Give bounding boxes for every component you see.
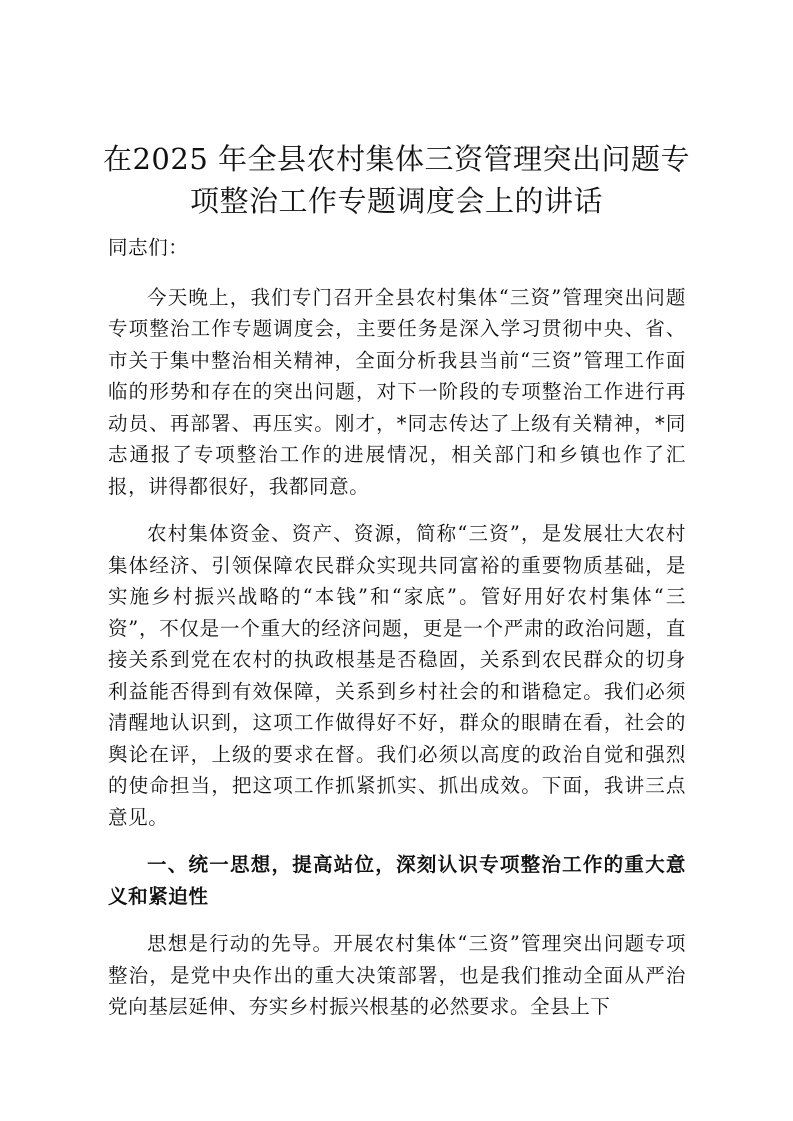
paragraph-3: 思想是行动的先导。开展农村集体“三资”管理突出问题专项整治，是党中央作出的重大决策部署，也是我们推动全面从严治党向基层延伸、夯实乡村振兴根基的必然要求。全县上下 <box>108 932 686 1018</box>
paragraph-2: 农村集体资金、资产、资源，简称“三资”，是发展壮大农村集体经济、引领保障农民群众实现共同富裕的重要物质基础，是实施乡村振兴战略的“本钱”和“家底”。管好用好农村集体“三资”，不仅是一个重大的经济问题，更是一个严肃的政治问题，直接关系到党在农村的执政根基是否稳固，关系到农民群众的切身利益能否得到有效保障，关系到乡村社会的和谐稳定。我们必须清醒地认识到，这项工作做得好不好，群众的眼睛在看，社会的舆论在评，上级的要求在督。我们必须以高度的政治自觉和强烈的使命担当，把这项工作抓紧抓实、抓出成效。下面，我讲三点意见。 <box>108 522 686 829</box>
section-heading-1: 一、统一思想，提高站位，深刻认识专项整治工作的重大意义和紧迫性 <box>108 853 686 908</box>
paragraph-1: 今天晚上，我们专门召开全县农村集体“三资”管理突出问题专项整治工作专题调度会，主要任务是深入学习贯彻中央、省、市关于集中整治相关精神，全面分析我县当前“三资”管理工作面临的形势和存在的突出问题，对下一阶段的专项整治工作进行再动员、再部署、再压实。刚才，*同志传达了上级有关精神，*同志通报了专项整治工作的进展情况，相关部门和乡镇也作了汇报，讲得都很好，我都同意。 <box>108 285 686 498</box>
title-line-1: 在2025 年全县农村集体三资管理突出问题专 <box>102 142 691 176</box>
title-line-2: 项整治工作专题调度会上的讲话 <box>189 184 603 218</box>
salutation: 同志们： <box>108 236 189 259</box>
document-body <box>108 232 686 1039</box>
document-title <box>90 138 703 222</box>
